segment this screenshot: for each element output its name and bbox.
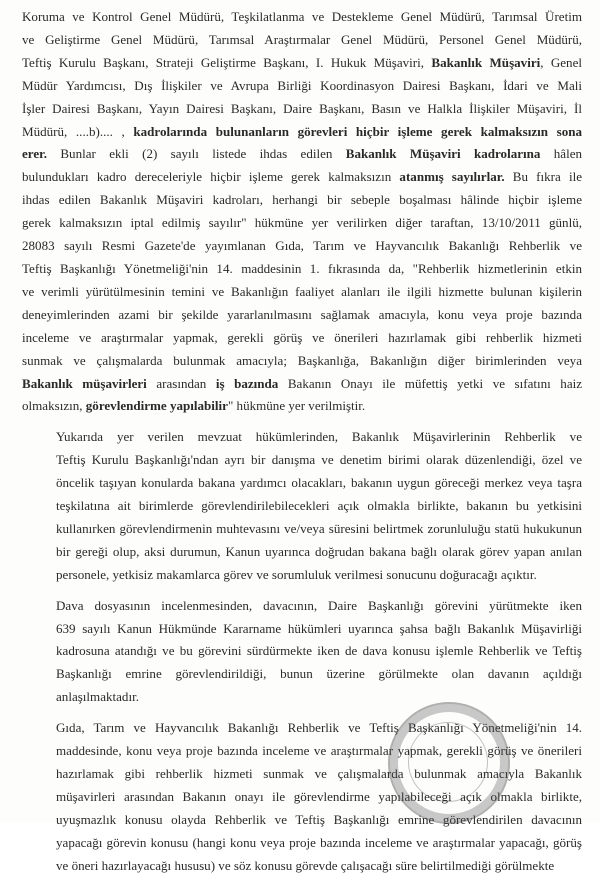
- text-segment: ve öneri hazırlayacağı hususu) ve söz konusu görevde çalışacağı süre belirtilmediği görülmekte: [56, 857, 555, 873]
- text-segment: Teftiş Kurulu Başkanı, Strateji Geliştirme Başkanı, I. Hukuk Müşaviri,: [22, 54, 432, 70]
- text-line: [22, 449, 582, 472]
- text-segment: arasından: [146, 375, 216, 391]
- text-segment: Koruma ve Kontrol Genel Müdürü, Teşkilatlanma ve Destekleme Genel Müdürü, Tarımsal Üretim: [22, 9, 582, 24]
- text-line: [22, 495, 582, 518]
- text-line: [22, 786, 582, 809]
- text-line: [22, 52, 582, 75]
- text-segment: deneyimlerinden azami bir şekilde yararlanılmasını sağlamak amacıyla, konu veya proje bazında: [22, 306, 582, 322]
- text-segment: personele, yetkisiz makamlarca görev ve sorumluluk verilmesi sonucunu doğuracağı açıktır.: [56, 566, 537, 582]
- text-segment: kullanırken görevlendirmenin muhtevasını ve/veya süresini belirtmek zorunluluğu statü hukukunun: [56, 520, 582, 536]
- document-body: [22, 6, 582, 878]
- text-line: [22, 258, 582, 281]
- text-segment: sunmak ve çalışmalarda bulunmak amacıyla; Başkanlığa, Bakanlığın diğer birimlerinden veya: [22, 352, 582, 368]
- text-line: [22, 98, 582, 121]
- text-line: [22, 281, 582, 304]
- text-line: [22, 235, 582, 258]
- text-segment: ve verimli yürütülmesinin temini ve Bakanlığın faaliyet alanları ile ilgili hizmette bulunan kişilerin: [22, 283, 582, 299]
- text-segment: hazırlamak gibi rehberlik hizmeti sunmak ve çalışmalarda bulunmak amacıyla Bakanlık: [56, 766, 582, 781]
- paragraph: [22, 717, 582, 877]
- text-segment: teşkilatına ait birimlerde görevlendirilebilecekleri açık olmakla birlikte, bakanın bu yetkisini: [56, 498, 582, 514]
- text-segment: gerek kalmaksızın iptal edilmiş sayılır" hükmüne yer verilirken diğer taraftan, 13/10/2011 günlü,: [22, 215, 582, 231]
- text-line: [22, 686, 582, 709]
- paragraph: [22, 6, 582, 418]
- text-line: [22, 395, 582, 418]
- text-line: [22, 121, 582, 144]
- text-segment: olmaksızın,: [22, 398, 86, 414]
- text-line: [22, 809, 582, 832]
- text-segment: Başkanlığı emrine görevlendirildiği, bunun üzerine görülmekte olan davanın açıldığı: [56, 666, 582, 682]
- text-line: [22, 763, 582, 786]
- text-segment: Yukarıda yer verilen mevzuat hükümlerinden, Bakanlık Müşavirlerinin Rehberlik ve: [56, 429, 582, 445]
- text-line: [22, 6, 582, 29]
- text-segment: " hükmüne yer verilmiştir.: [227, 398, 366, 414]
- text-segment: öncelik taşıyan konularda bakana yardımcı olacakları, bakanın uygun göreceği merkez veya taşra: [56, 475, 582, 491]
- text-line: [22, 663, 582, 686]
- text-segment: 639 sayılı Kanun Hükmünde Kararname hükümleri uyarınca şahsa bağlı Bakanlık Müşavirliği: [56, 620, 582, 636]
- text-segment: anlaşılmaktadır.: [56, 689, 139, 705]
- text-segment: Gıda, Tarım ve Hayvancılık Bakanlığı Rehberlik ve Teftiş Başkanlığı Yönetmeliği'nin 14.: [56, 720, 582, 736]
- text-line: [22, 189, 582, 212]
- text-line: [22, 595, 582, 618]
- bold-text-segment: Bakanlık müşavirleri: [22, 375, 147, 391]
- text-segment: Bunlar ekli (2) sayılı listede ihdas edilen: [47, 146, 346, 162]
- text-segment: bir gereği olup, aksi durumun, Kanun uyarınca doğrudan bakana bağlı olarak görev yapan anılan: [56, 543, 582, 559]
- text-line: [22, 373, 582, 396]
- bold-text-segment: iş bazında: [215, 375, 279, 391]
- bold-text-segment: görevlendirme yapılabilir: [85, 398, 228, 414]
- text-segment: ve Geliştirme Genel Müdürü, Tarımsal Araştırmalar Genel Müdürü, Personel Genel Müdürü,: [22, 31, 582, 47]
- text-segment: maddesinde, konu veya proje bazında inceleme ve araştırmalar yapmak, gerekli görüş ve önerileri: [56, 743, 582, 759]
- text-line: [22, 327, 582, 350]
- text-segment: , Genel: [540, 54, 582, 70]
- text-line: [22, 564, 582, 587]
- text-line: [22, 618, 582, 641]
- text-line: [22, 640, 582, 663]
- text-segment: 28083 sayılı Resmi Gazete'de yayımlanan Gıda, Tarım ve Hayvancılık Bakanlığı Rehberlik ve: [22, 238, 582, 254]
- text-segment: Dava dosyasının incelenmesinden, davacının, Daire Başkanlığı görevini yürütmekte iken: [56, 597, 582, 613]
- text-segment: kadrosuna atandığı ve bu görevini sürdürmekte iken de dava konusu işlemle Rehberlik ve Teftiş: [56, 643, 582, 659]
- text-segment: Teftiş Başkanlığı Yönetmeliği'nin 14. maddesinin 1. fıkrasında da, "Rehberlik hizmetlerinin etkin: [22, 260, 582, 276]
- text-line: [22, 832, 582, 855]
- text-line: [22, 472, 582, 495]
- text-line: [22, 426, 582, 449]
- text-segment: bulundukları kadro dereceleriyle hiçbir işleme gerek kalmaksızın: [22, 169, 400, 185]
- text-segment: uyuşmazlık konusu olayda Rehberlik ve Teftiş Başkanlığı emrine görevlendirilen davacının: [56, 811, 582, 827]
- text-segment: inceleme ve araştırmalar yapmak, gerekli görüş ve önerileri hazırlamak gibi rehberlik hizmeti: [22, 329, 582, 345]
- bold-text-segment: atanmış sayılırlar.: [399, 169, 505, 185]
- text-line: [22, 518, 582, 541]
- text-line: [22, 212, 582, 235]
- text-segment: Müdürü, ....b).... ,: [22, 123, 134, 139]
- text-line: [22, 75, 582, 98]
- bold-text-segment: kadrolarında bulunanların görevleri hiçbir işleme gerek kalmaksızın sona: [133, 123, 582, 139]
- text-line: [22, 166, 582, 189]
- text-line: [22, 304, 582, 327]
- text-segment: Müdür Yardımcısı, Dış İlişkiler ve Avrupa Birliği Koordinasyon Dairesi Başkanı, İdari ve Mali: [22, 77, 582, 93]
- text-line: [22, 29, 582, 52]
- text-line: [22, 541, 582, 564]
- bold-text-segment: Bakanlık Müşaviri: [431, 54, 541, 70]
- text-segment: Teftiş Kurulu Başkanlığı'ndan ayrı bir danışma ve denetim birimi olarak düzenlendiği, özel ve: [56, 452, 582, 468]
- text-segment: ihdas edilen Bakanlık Müşaviri kadroları, herhangi bir sebeple boşalması hâlinde hiçbir işleme: [22, 192, 582, 208]
- text-segment: yapacağı görevin konusu (hangi konu veya proje bazında inceleme ve araştırmalar yapacağı, görüş: [56, 834, 582, 850]
- text-line: [22, 855, 582, 878]
- text-line: [22, 740, 582, 763]
- bold-text-segment: Bakanlık Müşaviri kadrolarına: [345, 146, 541, 162]
- text-segment: İşler Dairesi Başkanı, Yayın Dairesi Başkanı, Daire Başkanı, Basın ve Halkla İlişkiler Müşaviri, İl: [22, 100, 582, 116]
- text-line: [22, 717, 582, 740]
- text-segment: hâlen: [540, 146, 583, 162]
- text-segment: müşavirleri arasından Bakanın onayı ile görevlendirme yapılabileceği açık olmakla birlikte,: [56, 788, 582, 804]
- text-segment: Bu fıkra ile: [504, 169, 583, 185]
- bold-text-segment: erer.: [22, 146, 47, 162]
- paragraph: [22, 595, 582, 710]
- text-line: [22, 143, 582, 166]
- text-line: [22, 350, 582, 373]
- paragraph: [22, 426, 582, 586]
- text-segment: Bakanın Onayı ile müfettiş yetki ve sıfatını haiz: [278, 375, 583, 391]
